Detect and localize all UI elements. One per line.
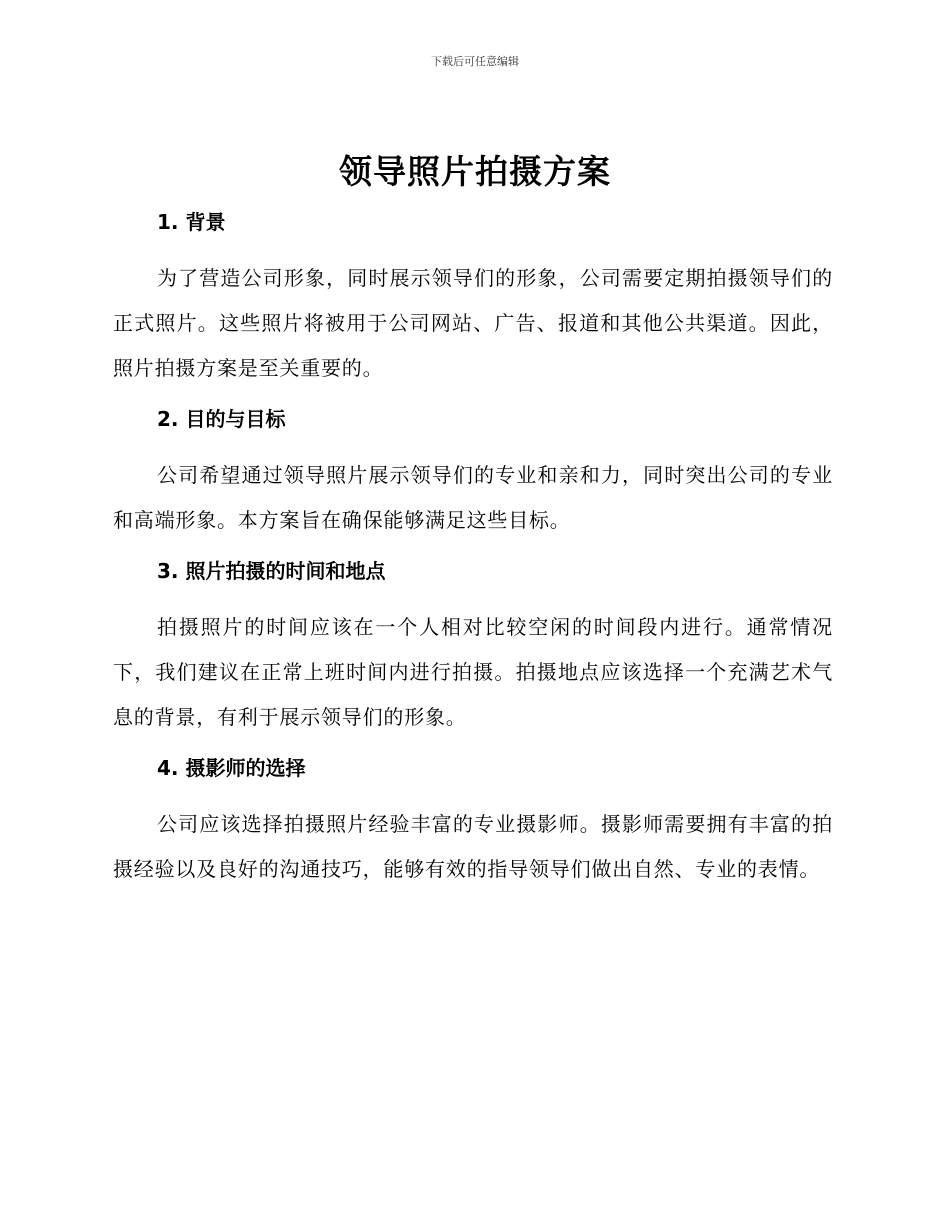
section-paragraph: 为了营造公司形象，同时展示领导们的形象，公司需要定期拍摄领导们的正式照片。这些照片将被用于公司网站、广告、报道和其他公共渠道。因此，照片拍摄方案是至关重要的。 bbox=[113, 266, 833, 380]
section-paragraph: 拍摄照片的时间应该在一个人相对比较空闲的时间段内进行。通常情况下，我们建议在正常上班时间内进行拍摄。拍摄地点应该选择一个充满艺术气息的背景，有利于展示领导们的形象。 bbox=[113, 615, 833, 729]
section-heading: 4. 摄影师的选择 bbox=[157, 756, 306, 780]
page-header: 下载后可任意编辑 bbox=[431, 55, 519, 68]
section-heading: 3. 照片拍摄的时间和地点 bbox=[157, 559, 386, 583]
section-heading: 2. 目的与目标 bbox=[157, 407, 286, 431]
section-background bbox=[113, 200, 833, 391]
section-heading: 1. 背景 bbox=[157, 210, 226, 234]
document-body bbox=[113, 200, 833, 898]
section-photographer-selection bbox=[113, 746, 833, 892]
section-paragraph: 公司应该选择拍摄照片经验丰富的专业摄影师。摄影师需要拥有丰富的拍摄经验以及良好的沟通技巧，能够有效的指导领导们做出自然、专业的表情。 bbox=[113, 812, 833, 881]
section-paragraph: 公司希望通过领导照片展示领导们的专业和亲和力，同时突出公司的专业和高端形象。本方案旨在确保能够满足这些目标。 bbox=[113, 463, 833, 532]
section-purpose-goals bbox=[113, 397, 833, 543]
document-title: 领导照片拍摄方案 bbox=[339, 152, 611, 191]
section-time-location bbox=[113, 549, 833, 740]
